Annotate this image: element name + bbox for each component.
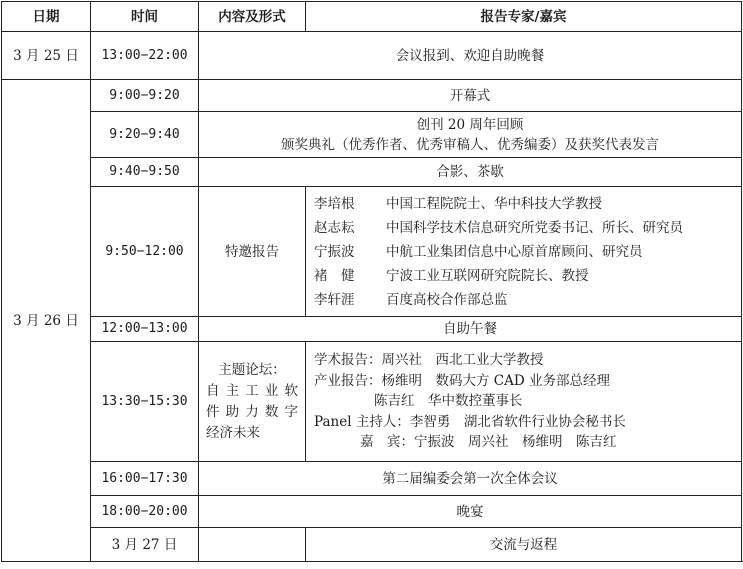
speaker-affiliation: 中航工业集团信息中心原首席顾问、研究员 (386, 243, 643, 260)
speaker-entry (306, 192, 741, 216)
event-cell: 自助午餐 (199, 317, 742, 342)
forum-title-line: 主题论坛： (218, 361, 286, 378)
row-banquet (2, 496, 742, 528)
speaker-name: 褚 健 (314, 267, 355, 284)
panel-host: Panel 主持人：李智勇 湖北省软件行业协会秘书长 (314, 413, 626, 430)
event-cell: 开幕式 (199, 80, 742, 112)
event-cell: 第二届编委会第一次全体会议 (199, 462, 742, 496)
header-row (2, 2, 742, 32)
time-cell: 13:00−22:00 (91, 32, 199, 80)
academic-report: 学术报告：周兴社 西北工业大学教授 (314, 352, 544, 369)
time-cell: 9:40−9:50 (91, 158, 199, 187)
time-cell: 9:50−12:00 (91, 187, 199, 317)
time-cell: 9:20−9:40 (91, 112, 199, 158)
speaker-affiliation: 百度高校合作部总监 (386, 291, 508, 308)
header-time: 时间 (91, 2, 199, 32)
header-date: 日期 (2, 2, 91, 32)
forum-title-line: 经济未来 (206, 424, 260, 441)
form-cell (199, 342, 306, 462)
speaker-name: 宁振波 (314, 243, 355, 260)
time-cell: 12:00−13:00 (91, 317, 199, 342)
speaker-entry (306, 264, 741, 288)
row-opening (2, 80, 742, 112)
speaker-affiliation: 中国工程院院士、华中科技大学教授 (386, 195, 602, 212)
event-line: 创刊 20 周年回顾 (416, 116, 524, 133)
speaker-name: 赵志耘 (314, 219, 355, 236)
speaker-entry (306, 240, 741, 264)
row-anniversary (2, 112, 742, 158)
header-content: 内容及形式 (199, 2, 306, 32)
date-cell-day1: 3 月 25 日 (2, 32, 91, 80)
row-keynote (2, 187, 742, 317)
event-cell: 会议报到、欢迎自助晚餐 (199, 32, 742, 80)
speaker-list (306, 187, 742, 317)
row-forum (2, 342, 742, 462)
forum-title-line: 自主工业软 (206, 382, 298, 399)
speaker-affiliation: 中国科学技术信息研究所党委书记、所长、研究员 (386, 219, 683, 236)
panel-guests: 嘉 宾：宁振波 周兴社 杨维明 陈吉红 (360, 434, 617, 451)
forum-title-line: 件助力数字 (206, 403, 298, 420)
event-cell: 晚宴 (199, 496, 742, 528)
time-cell: 13:30−15:30 (91, 342, 199, 462)
header-speaker: 报告专家/嘉宾 (306, 2, 742, 32)
row-registration (2, 32, 742, 80)
schedule-table (1, 1, 742, 562)
speaker-entry (306, 288, 741, 312)
row-departure (2, 528, 742, 562)
event-line: 颁奖典礼（优秀作者、优秀审稿人、优秀编委）及获奖代表发言 (281, 136, 659, 153)
row-lunch (2, 317, 742, 342)
forum-program (306, 342, 742, 462)
speaker-name: 李培根 (314, 195, 355, 212)
industry-report: 陈吉红 华中数控董事长 (374, 393, 523, 410)
event-cell: 合影、茶歇 (199, 158, 742, 187)
form-cell: 特邀报告 (199, 187, 306, 317)
speaker-name: 李轩涯 (314, 291, 355, 308)
speaker-entry (306, 216, 741, 240)
event-cell: 交流与返程 (306, 528, 742, 562)
time-cell (199, 528, 306, 562)
time-cell: 18:00−20:00 (91, 496, 199, 528)
date-cell-day3: 3 月 27 日 (91, 528, 199, 562)
time-cell: 16:00−17:30 (91, 462, 199, 496)
row-photo (2, 158, 742, 187)
row-board-meeting (2, 462, 742, 496)
event-cell (199, 112, 742, 158)
industry-report: 产业报告：杨维明 数码大方 CAD 业务部总经理 (314, 372, 610, 389)
speaker-affiliation: 宁波工业互联网研究院院长、教授 (386, 267, 589, 284)
date-cell-day2: 3 月 26 日 (2, 80, 91, 562)
time-cell: 9:00−9:20 (91, 80, 199, 112)
